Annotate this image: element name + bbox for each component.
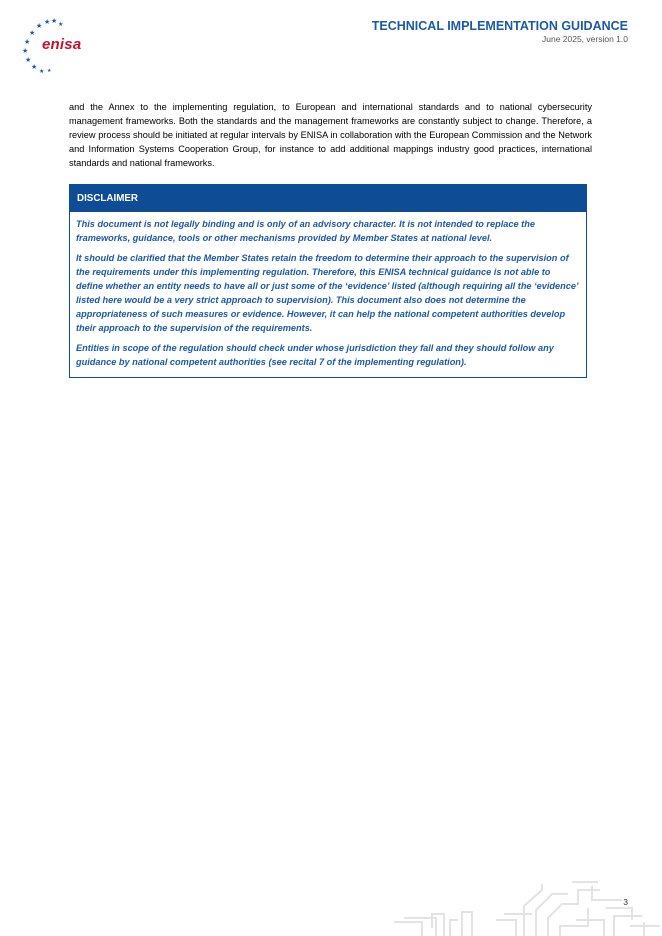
svg-text:★: ★ (31, 63, 38, 71)
svg-text:★: ★ (47, 68, 52, 74)
intro-paragraph: and the Annex to the implementing regulation, to European and international standards and to national cybersecurity management frameworks. Both the standards and the management frameworks are constantly subject to change. Therefore, a review process should be initiated at regular intervals by ENISA in collaboration with the European Commission and the Network and Information Systems Cooperation Group, for instance to add additional mappings industry good practices, international standards and national frameworks. (69, 102, 592, 168)
svg-text:★: ★ (51, 17, 58, 25)
disclaimer-paragraph: It should be clarified that the Member States retain the freedom to determine their approach to the supervision of the requirements under this implementing regulation. Therefore, this ENISA technical guidance is not able to define whether an entity needs to have all or just some of the ‘evidence’ listed (although requiring all the ‘evidence’ listed here would be a very strict approach to supervision). This document also does not determine the appropriateness of such measures or evidence. However, it can help the national competent authorities develop their approach to the supervision of the requirements. (76, 253, 579, 333)
logo-wordmark: enisa (42, 36, 82, 53)
svg-text:★: ★ (39, 68, 45, 74)
svg-text:★: ★ (44, 18, 51, 26)
svg-text:★: ★ (58, 21, 64, 28)
disclaimer-paragraph: Entities in scope of the regulation should check under whose jurisdiction they fall and they should follow any guidance by national competent authorities (see recital 7 of the implementing regulation). (76, 343, 554, 367)
svg-text:★: ★ (25, 56, 32, 64)
svg-text:★: ★ (36, 22, 43, 30)
disclaimer-paragraph: This document is not legally binding and is only of an advisory character. It is not intended to replace the frameworks, guidance, tools or other mechanisms provided by Member States at national level. (76, 219, 535, 243)
document-title: TECHNICAL IMPLEMENTATION GUIDANCE (371, 19, 628, 33)
svg-text:★: ★ (24, 38, 31, 46)
disclaimer-body (70, 212, 586, 377)
svg-text:★: ★ (29, 29, 36, 37)
page-number: 3 (623, 897, 628, 907)
circuit-decoration-icon (392, 880, 662, 936)
disclaimer-heading: DISCLAIMER (70, 185, 586, 212)
disclaimer-box (69, 184, 587, 378)
document-date-version: June 2025, version 1.0 (541, 34, 628, 44)
svg-text:★: ★ (22, 47, 29, 55)
